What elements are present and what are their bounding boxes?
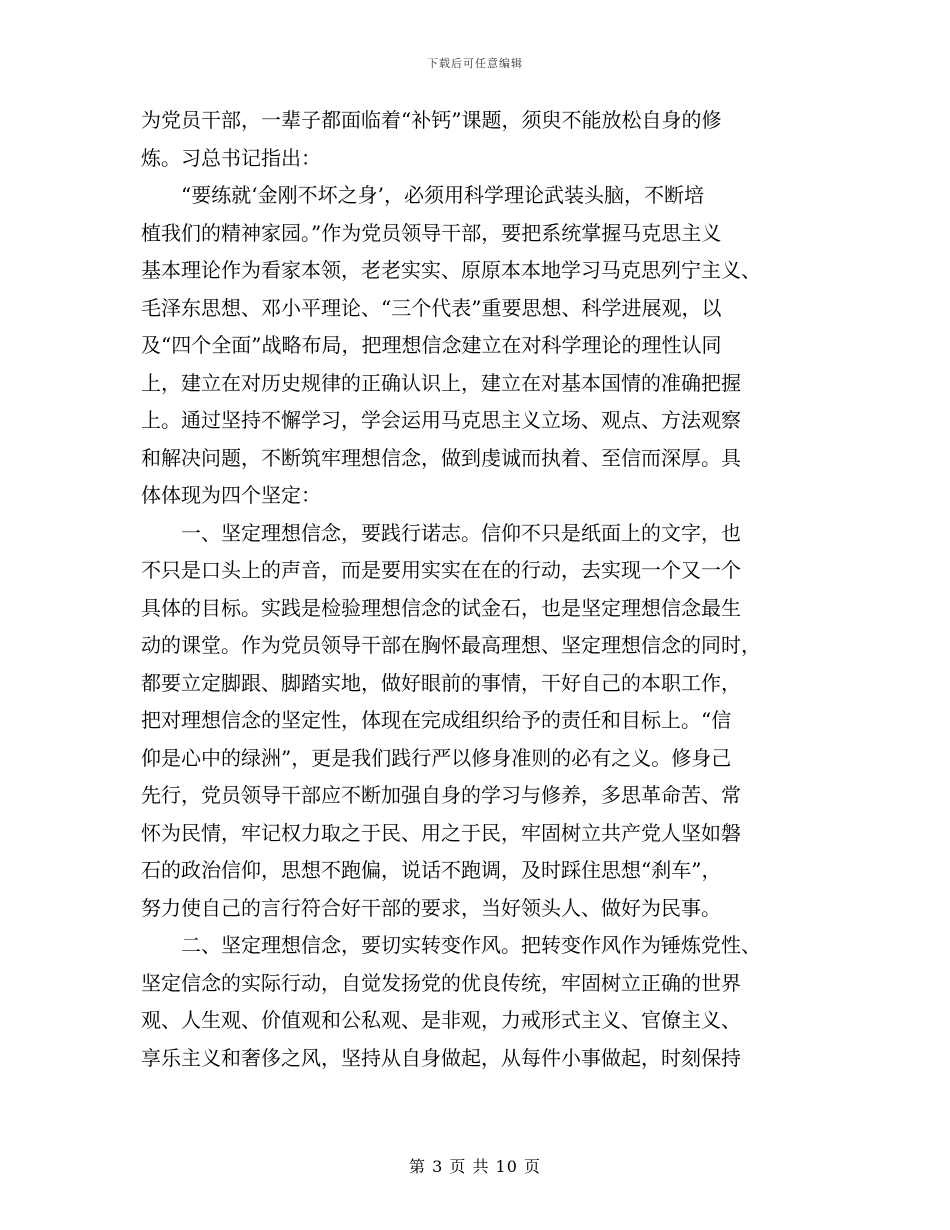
text-line: 都要立定脚跟、脚踏实地，做好眼前的事情，干好自己的本职工作， [141, 670, 741, 695]
text-line: 具体的目标。实践是检验理想信念的试金石，也是坚定理想信念最生 [141, 595, 741, 620]
document-body [141, 102, 805, 1077]
text-line: 石的政治信仰，思想不跑偏，说话不跑调，及时踩住思想“刹车”， [141, 858, 722, 882]
text-line: 享乐主义和奢侈之风，坚持从自身做起，从每件小事做起，时刻保持 [141, 1045, 741, 1070]
text-line: 上，建立在对历史规律的正确认识上，建立在对基本国情的准确把握 [141, 370, 741, 395]
text-line: 一、坚定理想信念，要践行诺志。信仰不只是纸面上的文字，也 [141, 520, 741, 545]
page-header: 下载后可任意编辑 [427, 57, 523, 70]
text-line: 不只是口头上的声音，而是要用实实在在的行动，去实现一个又一个 [141, 558, 741, 582]
text-line: 炼。习总书记指出： [141, 145, 321, 170]
text-line: 体体现为四个坚定： [141, 483, 321, 507]
text-line: 先行，党员领导干部应不断加强自身的学习与修养，多思革命苦、常 [141, 783, 741, 807]
text-line: 和解决问题，不断筑牢理想信念，做到虔诚而执着、至信而深厚。具 [141, 445, 741, 470]
text-line: 及“四个全面”战略布局，把理想信念建立在对科学理论的理性认同 [141, 333, 722, 357]
text-line: 上。通过坚持不懈学习，学会运用马克思主义立场、观点、方法观察 [141, 408, 741, 432]
text-line: 植我们的精神家园。”作为党员领导干部，要把系统掌握马克思主义 [141, 220, 722, 245]
text-line: 怀为民情，牢记权力取之于民、用之于民，牢固树立共产党人坚如磐 [141, 820, 741, 845]
text-line: 坚定信念的实际行动，自觉发扬党的优良传统，牢固树立正确的世界 [141, 970, 741, 995]
text-line: 观、人生观、价值观和公私观、是非观，力戒形式主义、官僚主义、 [141, 1008, 741, 1032]
text-line: 努力使自己的言行符合好干部的要求，当好领头人、做好为民事。 [141, 895, 721, 920]
text-line: 把对理想信念的坚定性，体现在完成组织给予的责任和目标上。“信 [141, 708, 732, 732]
text-line: 基本理论作为看家本领，老老实实、原原本本地学习马克思列宁主义、 [141, 258, 761, 282]
text-line: 毛泽东思想、邓小平理论、“三个代表”重要思想、科学进展观，以 [141, 295, 722, 320]
text-line: 二、坚定理想信念，要切实转变作风。把转变作风作为锤炼党性、 [141, 933, 761, 957]
page-number: 第 3 页 共 10 页 [409, 1157, 541, 1176]
text-line: “要练就‘金刚不坏之身’，必须用科学理论武装头脑，不断培 [141, 183, 704, 207]
text-line: 仰是心中的绿洲”，更是我们践行严以修身准则的必有之义。修身己 [141, 745, 732, 770]
text-line: 为党员干部，一辈子都面临着“补钙”课题，须臾不能放松自身的修 [141, 108, 722, 132]
text-line: 动的课堂。作为党员领导干部在胸怀最高理想、坚定理想信念的同时， [141, 633, 761, 657]
